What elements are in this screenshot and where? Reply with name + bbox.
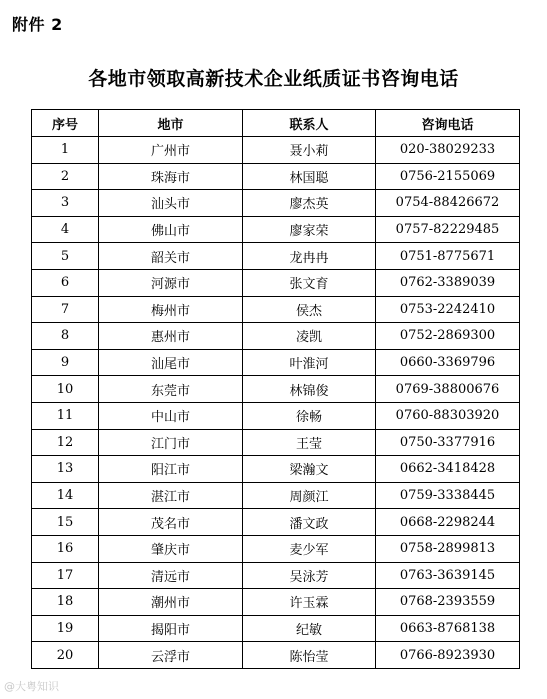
- cell-phone: 0668-2298244: [376, 509, 520, 536]
- cell-city: 佛山市: [99, 216, 243, 243]
- cell-city: 揭阳市: [99, 615, 243, 642]
- cell-contact: 许玉霖: [243, 589, 376, 616]
- table-row: [32, 296, 520, 323]
- cell-no: 1: [32, 137, 99, 164]
- cell-city: 阳江市: [99, 456, 243, 483]
- cell-no: 17: [32, 562, 99, 589]
- cell-no: 2: [32, 163, 99, 190]
- cell-phone: 0759-3338445: [376, 482, 520, 509]
- cell-city: 湛江市: [99, 482, 243, 509]
- cell-city: 潮州市: [99, 589, 243, 616]
- cell-phone: 0756-2155069: [376, 163, 520, 190]
- cell-no: 6: [32, 269, 99, 296]
- cell-no: 14: [32, 482, 99, 509]
- table-row: [32, 216, 520, 243]
- table-row: [32, 535, 520, 562]
- cell-contact: 梁瀚文: [243, 456, 376, 483]
- header-city: 地市: [99, 110, 243, 137]
- table-row: [32, 509, 520, 536]
- table-row: [32, 269, 520, 296]
- cell-contact: 林锦俊: [243, 376, 376, 403]
- cell-phone: 0750-3377916: [376, 429, 520, 456]
- cell-city: 东莞市: [99, 376, 243, 403]
- cell-no: 13: [32, 456, 99, 483]
- table-row: [32, 402, 520, 429]
- cell-contact: 廖家荣: [243, 216, 376, 243]
- table-row: [32, 642, 520, 669]
- cell-contact: 凌凯: [243, 323, 376, 350]
- table-row: [32, 376, 520, 403]
- table-row: [32, 163, 520, 190]
- table-row: [32, 429, 520, 456]
- cell-no: 11: [32, 402, 99, 429]
- cell-no: 12: [32, 429, 99, 456]
- cell-city: 云浮市: [99, 642, 243, 669]
- table-row: [32, 589, 520, 616]
- cell-city: 清远市: [99, 562, 243, 589]
- table-row: [32, 137, 520, 164]
- cell-no: 16: [32, 535, 99, 562]
- header-phone: 咨询电话: [376, 110, 520, 137]
- table-row: [32, 615, 520, 642]
- cell-contact: 吴泳芳: [243, 562, 376, 589]
- cell-phone: 0762-3389039: [376, 269, 520, 296]
- cell-phone: 0662-3418428: [376, 456, 520, 483]
- cell-phone: 0768-2393559: [376, 589, 520, 616]
- cell-city: 梅州市: [99, 296, 243, 323]
- table-body: [32, 137, 520, 669]
- table-row: [32, 243, 520, 270]
- cell-no: 10: [32, 376, 99, 403]
- cell-contact: 龙冉冉: [243, 243, 376, 270]
- table-header-row: [32, 110, 520, 137]
- cell-contact: 侯杰: [243, 296, 376, 323]
- cell-no: 3: [32, 190, 99, 217]
- cell-phone: 0763-3639145: [376, 562, 520, 589]
- cell-no: 9: [32, 349, 99, 376]
- cell-contact: 陈怡莹: [243, 642, 376, 669]
- cell-no: 20: [32, 642, 99, 669]
- cell-phone: 0760-88303920: [376, 402, 520, 429]
- cell-no: 5: [32, 243, 99, 270]
- cell-phone: 0660-3369796: [376, 349, 520, 376]
- watermark: @大粤知识: [4, 680, 59, 693]
- cell-contact: 张文育: [243, 269, 376, 296]
- cell-no: 7: [32, 296, 99, 323]
- contacts-table: [31, 109, 520, 669]
- cell-contact: 潘文政: [243, 509, 376, 536]
- cell-no: 15: [32, 509, 99, 536]
- header-no: 序号: [32, 110, 99, 137]
- cell-contact: 周颜江: [243, 482, 376, 509]
- table-row: [32, 562, 520, 589]
- table-row: [32, 323, 520, 350]
- cell-city: 肇庆市: [99, 535, 243, 562]
- cell-phone: 0663-8768138: [376, 615, 520, 642]
- cell-city: 韶关市: [99, 243, 243, 270]
- cell-phone: 0769-38800676: [376, 376, 520, 403]
- table-row: [32, 456, 520, 483]
- cell-contact: 叶淮河: [243, 349, 376, 376]
- cell-contact: 王莹: [243, 429, 376, 456]
- cell-city: 茂名市: [99, 509, 243, 536]
- cell-city: 惠州市: [99, 323, 243, 350]
- cell-no: 18: [32, 589, 99, 616]
- cell-contact: 纪敏: [243, 615, 376, 642]
- cell-city: 广州市: [99, 137, 243, 164]
- cell-city: 中山市: [99, 402, 243, 429]
- cell-city: 珠海市: [99, 163, 243, 190]
- cell-no: 19: [32, 615, 99, 642]
- cell-contact: 麦少军: [243, 535, 376, 562]
- cell-phone: 0752-2869300: [376, 323, 520, 350]
- cell-phone: 0753-2242410: [376, 296, 520, 323]
- cell-contact: 林国聪: [243, 163, 376, 190]
- header-contact: 联系人: [243, 110, 376, 137]
- cell-contact: 聂小莉: [243, 137, 376, 164]
- cell-no: 4: [32, 216, 99, 243]
- cell-no: 8: [32, 323, 99, 350]
- table-row: [32, 190, 520, 217]
- cell-contact: 廖杰英: [243, 190, 376, 217]
- cell-phone: 0766-8923930: [376, 642, 520, 669]
- cell-city: 河源市: [99, 269, 243, 296]
- cell-phone: 0757-82229485: [376, 216, 520, 243]
- cell-contact: 徐畅: [243, 402, 376, 429]
- attachment-label: 附件 2: [12, 15, 63, 34]
- table-row: [32, 482, 520, 509]
- cell-phone: 0751-8775671: [376, 243, 520, 270]
- cell-city: 汕尾市: [99, 349, 243, 376]
- cell-phone: 0754-88426672: [376, 190, 520, 217]
- cell-city: 江门市: [99, 429, 243, 456]
- cell-city: 汕头市: [99, 190, 243, 217]
- document-title: 各地市领取高新技术企业纸质证书咨询电话: [88, 68, 459, 90]
- table-row: [32, 349, 520, 376]
- cell-phone: 0758-2899813: [376, 535, 520, 562]
- cell-phone: 020-38029233: [376, 137, 520, 164]
